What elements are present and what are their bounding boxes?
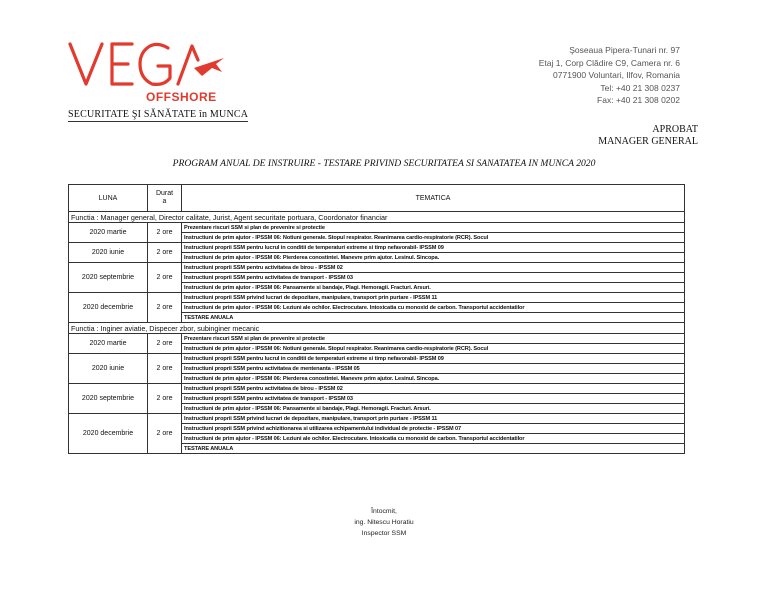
approval-block (598, 124, 698, 148)
table-row (69, 243, 685, 253)
approval-role: MANAGER GENERAL (598, 136, 698, 147)
company-logo (66, 38, 226, 110)
table-row (69, 223, 685, 233)
prepared-by-label: Întocmit, (371, 508, 397, 515)
topic-cell: Prezentare riscuri SSM si plan de prevenire si protectie (182, 223, 685, 233)
document-title: PROGRAM ANUAL DE INSTRUIRE - TESTARE PRIVIND SECURITATEA SI SANATATEA IN MUNCA 2020 (172, 158, 596, 169)
month-cell: 2020 septembrie (69, 263, 148, 293)
preparer-role: Inspector SSM (361, 530, 407, 537)
approval-label: APROBAT (652, 124, 698, 135)
function-label: Functia : Manager general, Director calitate, Jurist, Agent securitate portuara, Coordonator financiar (69, 212, 685, 223)
topic-cell: Instructiuni de prim ajutor - IPSSM 06: Pierderea conostintei. Manevre prim ajutor. Lesinul. Sincopa. (182, 374, 685, 384)
topic-cell: Instructiuni de prim ajutor - IPSSM 06: Leziuni ale ochilor. Electrocutare. Intoxicatia cu monoxid de carbon. Transportul accidentatilor (182, 303, 685, 313)
month-cell: 2020 martie (69, 334, 148, 354)
topic-cell: Instructiuni de prim ajutor - IPSSM 06: Notiuni generale. Stopul respirator. Reanimarea cardio-respiratorie (RCR). Socul (182, 344, 685, 354)
department-heading: SECURITATE ŞI SĂNĂTATE în MUNCA (68, 109, 249, 120)
function-section-row (69, 323, 685, 334)
table-body (69, 212, 685, 454)
topic-cell: Instructiuni de prim ajutor - IPSSM 06: Pierderea conostintei. Manevre prim ajutor. Lesinul. Sincopa. (182, 253, 685, 263)
topic-cell: Instructiuni proprii SSM pentru activitatea de transport - IPSSM 03 (182, 394, 685, 404)
company-address (539, 44, 680, 107)
topic-cell: Instructiuni proprii SSM pentru activitatea de transport - IPSSM 03 (182, 273, 685, 283)
duration-cell: 2 ore (148, 334, 182, 354)
training-schedule-table (68, 184, 685, 454)
topic-cell: TESTARE ANUALA (182, 313, 685, 323)
table-row (69, 263, 685, 273)
month-cell: 2020 septembrie (69, 384, 148, 414)
vega-logo-mark (66, 38, 226, 94)
topic-cell: Instructiuni proprii SSM privind lucrari de depozitare, manipulare, transport prin purtare - IPSSM 11 (182, 293, 685, 303)
signature-block (0, 506, 768, 539)
duration-cell: 2 ore (148, 263, 182, 293)
duration-cell: 2 ore (148, 354, 182, 384)
column-header-month: LUNA (69, 185, 148, 212)
preparer-name: ing. Nitescu Horatiu (354, 519, 414, 526)
month-cell: 2020 iunie (69, 354, 148, 384)
topic-cell: Instructiuni proprii SSM pentru activitatea de birou - IPSSM 02 (182, 263, 685, 273)
function-label: Functia : Inginer aviatie, Dispecer zbor, subinginer mecanic (69, 323, 685, 334)
month-cell: 2020 martie (69, 223, 148, 243)
topic-cell: Instructiuni de prim ajutor - IPSSM 06: Leziuni ale ochilor. Electrocutare. Intoxicatia cu monoxid de carbon. Transportul accidentatilor (182, 434, 685, 444)
table-row (69, 384, 685, 394)
topic-cell: Instructiuni proprii SSM pentru lucrul in conditii de temperaturi extreme si timp nefavorabil- IPSSM 09 (182, 354, 685, 364)
topic-cell: Instructiuni de prim ajutor - IPSSM 06: Pansamente si bandaje, Plagi. Hemoragii. Fracturi. Arsuri. (182, 283, 685, 293)
phone-line: Tel: +40 21 308 0237 (600, 82, 680, 93)
duration-cell: 2 ore (148, 223, 182, 243)
table-row (69, 414, 685, 424)
logo-subtitle: OFFSHORE (146, 90, 217, 104)
table-row (69, 334, 685, 344)
duration-cell: 2 ore (148, 414, 182, 454)
fax-line: Fax: +40 21 308 0202 (597, 95, 680, 105)
duration-header-part: Durat (155, 190, 174, 197)
table-row (69, 293, 685, 303)
address-line: Etaj 1, Corp Clădire C9, Camera nr. 6 (538, 57, 680, 68)
duration-cell: 2 ore (148, 293, 182, 323)
column-header-duration (148, 185, 182, 212)
topic-cell: Instructiuni proprii SSM privind achizitionarea si utilizarea echipamentului individual de protectie - IPSSM 07 (182, 424, 685, 434)
duration-cell: 2 ore (148, 243, 182, 263)
column-header-topic: TEMATICA (182, 185, 685, 212)
topic-cell: Instructiuni de prim ajutor - IPSSM 06: Notiuni generale. Stopul respirator. Reanimarea cardio-respiratorie (RCR). Socul (182, 233, 685, 243)
address-line: Şoseaua Pipera-Tunari nr. 97 (569, 45, 680, 55)
month-cell: 2020 decembrie (69, 414, 148, 454)
month-cell: 2020 decembrie (69, 293, 148, 323)
address-line: 0771900 Voluntari, Ilfov, Romania (553, 70, 680, 80)
month-cell: 2020 iunie (69, 243, 148, 263)
topic-cell: Instructiuni proprii SSM pentru activitatea de birou - IPSSM 02 (182, 384, 685, 394)
function-section-row (69, 212, 685, 223)
topic-cell: Instructiuni proprii SSM pentru lucrul in conditii de temperaturi extreme si timp nefavorabil- IPSSM 09 (182, 243, 685, 253)
topic-cell: Instructiuni de prim ajutor - IPSSM 06: Pansamente si bandaje, Plagi. Hemoragii. Fracturi. Arsuri. (182, 404, 685, 414)
topic-cell: TESTARE ANUALA (182, 444, 685, 454)
duration-header-part: a (162, 198, 167, 205)
topic-cell: Instructiuni proprii SSM pentru activitatea de mentenanta - IPSSM 05 (182, 364, 685, 374)
topic-cell: Instructiuni proprii SSM privind lucrari de depozitare, manipulare, transport prin purtare - IPSSM 11 (182, 414, 685, 424)
table-header-row (69, 185, 685, 212)
topic-cell: Prezentare riscuri SSM si plan de prevenire si protectie (182, 334, 685, 344)
table-row (69, 354, 685, 364)
duration-cell: 2 ore (148, 384, 182, 414)
